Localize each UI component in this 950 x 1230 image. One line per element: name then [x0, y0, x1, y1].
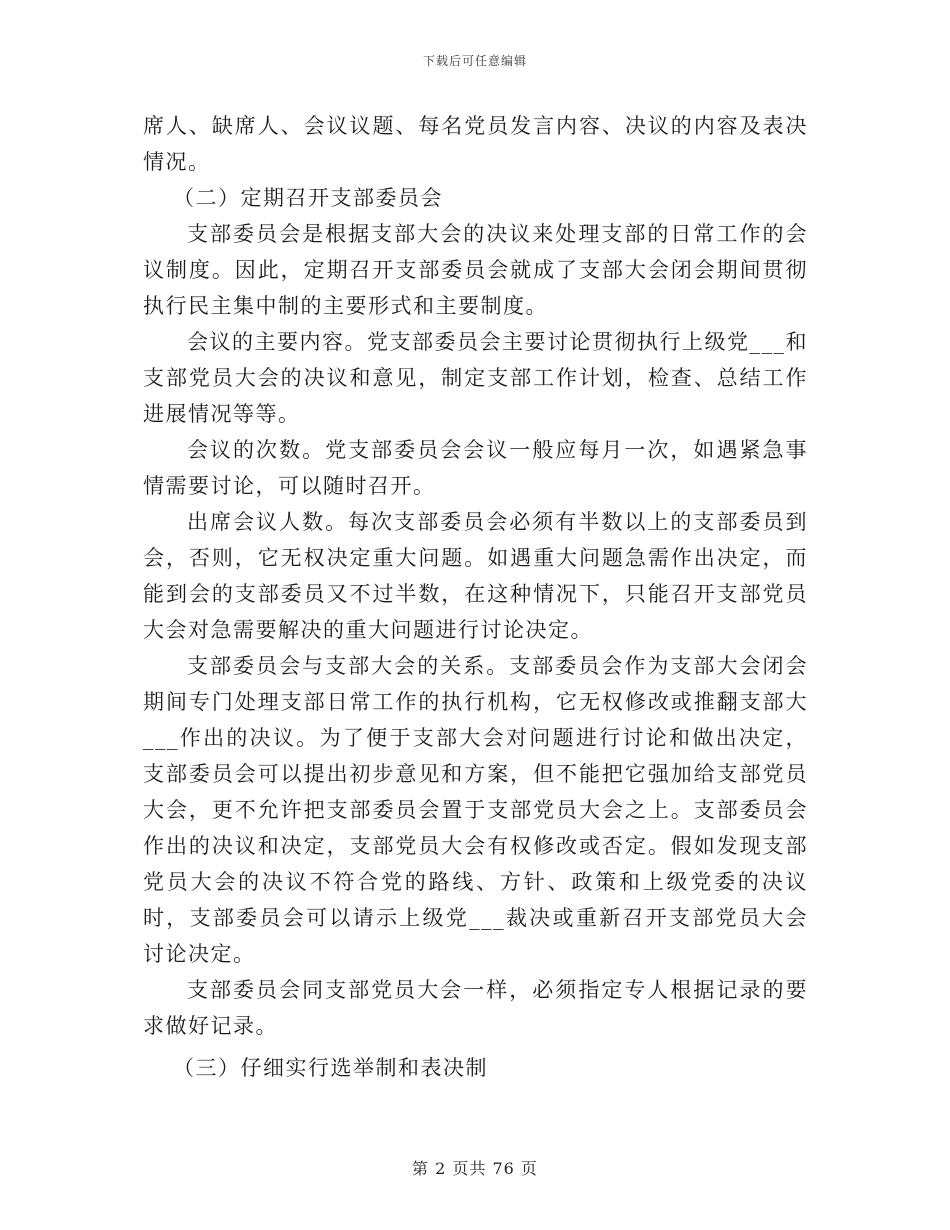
- page-number: 第 2 页共 76 页: [412, 1159, 538, 1178]
- paragraph-attendance: 出席会议人数。每次支部委员会必须有半数以上的支部委员到会，否则，它无权决定重大问题。如遇重大问题急需作出决定，而能到会的支部委员又不过半数，在这种情况下，只能召开支部党员大会对急需要解决的重大问题进行讨论决定。: [143, 510, 808, 642]
- paragraph-meeting-frequency: 会议的次数。党支部委员会会议一般应每月一次，如遇紧急事情需要讨论，可以随时召开。: [143, 438, 808, 498]
- paragraph-continuation: 席人、缺席人、会议议题、每名党员发言内容、决议的内容及表决情况。: [143, 114, 808, 174]
- document-body: [143, 108, 808, 1086]
- paragraph-committee-definition: 支部委员会是根据支部大会的决议来处理支部的日常工作的会议制度。因此，定期召开支部委员会就成了支部大会闭会期间贯彻执行民主集中制的主要形式和主要制度。: [143, 222, 808, 318]
- section-heading-3: （三）仔细实行选举制和表决制: [173, 1056, 488, 1080]
- paragraph-records: 支部委员会同支部党员大会一样，必须指定专人根据记录的要求做好记录。: [143, 978, 808, 1038]
- section-heading-2: （二）定期召开支部委员会: [173, 186, 443, 210]
- paragraph-meeting-content: 会议的主要内容。党支部委员会主要讨论贯彻执行上级党___和支部党员大会的决议和意见，制定支部工作计划，检查、总结工作进展情况等等。: [143, 330, 808, 426]
- page-header-note: 下载后可任意编辑: [422, 54, 527, 68]
- paragraph-relationship: 支部委员会与支部大会的关系。支部委员会作为支部大会闭会期间专门处理支部日常工作的执行机构，它无权修改或推翻支部大___作出的决议。为了便于支部大会对问题进行讨论和做出决定，支部委员会可以提出初步意见和方案，但不能把它强加给支部党员大会，更不允许把支部委员会置于支部党员大会之上。支部委员会作出的决议和决定，支部党员大会有权修改或否定。假如发现支部党员大会的决议不符合党的路线、方针、政策和上级党委的决议时，支部委员会可以请示上级党___裁决或重新召开支部党员大会讨论决定。: [143, 654, 808, 966]
